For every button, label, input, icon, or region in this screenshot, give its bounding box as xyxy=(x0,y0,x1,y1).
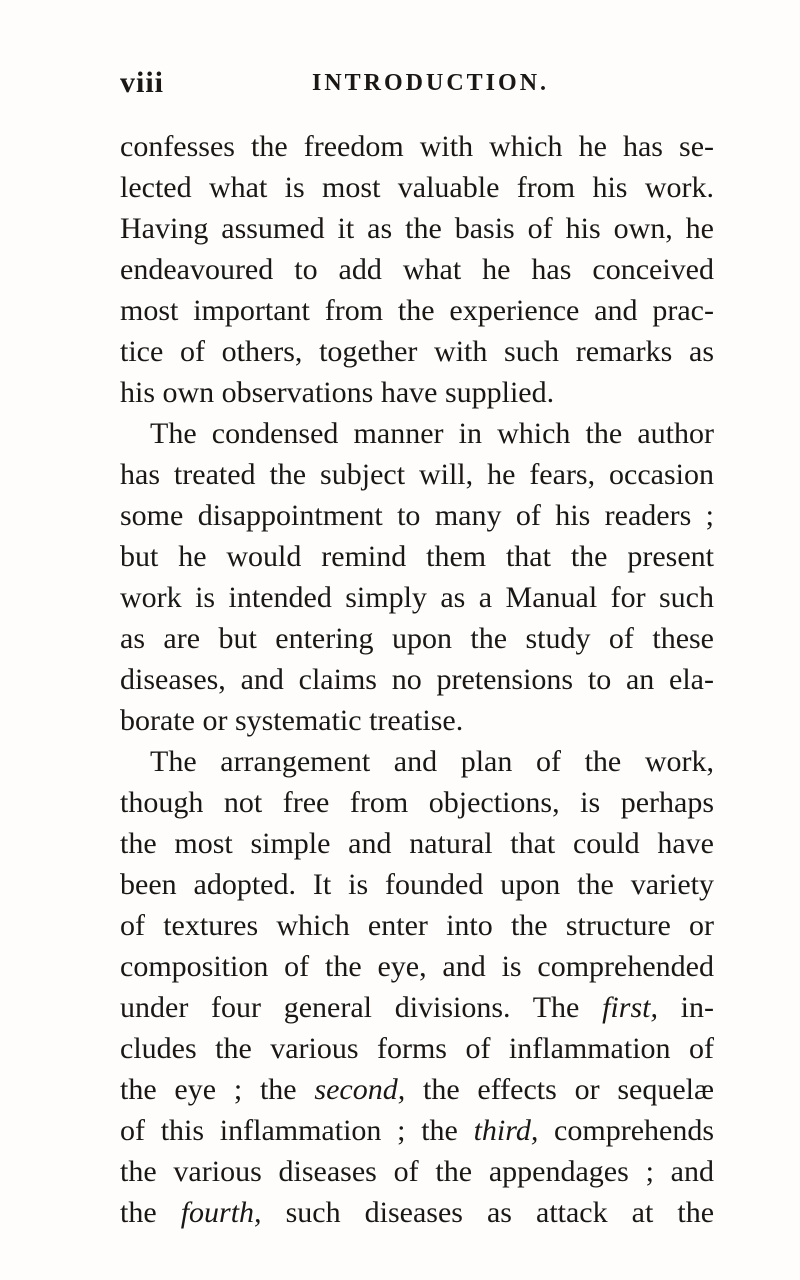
text-line: diseases, and claims no pretensions to an ela- xyxy=(120,663,714,696)
text-segment: under four general divisions. The xyxy=(120,991,603,1024)
text-line xyxy=(120,1110,714,1151)
text-line: confesses the freedom with which he has se- xyxy=(120,130,714,163)
running-title: INTRODUCTION. xyxy=(312,70,550,96)
text-segment: such diseases as attack at the xyxy=(261,1196,715,1229)
body-text xyxy=(120,126,714,1233)
text-line: of textures which enter into the structure or xyxy=(120,909,714,942)
page-number: viii xyxy=(120,66,165,99)
text-line: most important from the experience and prac- xyxy=(120,294,714,327)
running-head xyxy=(120,66,720,106)
text-line: work is intended simply as a Manual for such xyxy=(120,581,714,614)
text-segment: the effects or sequelæ xyxy=(405,1073,714,1106)
text-line: The condensed manner in which the author xyxy=(150,417,714,450)
text-line: some disappointment to many of his readers ; xyxy=(120,499,714,532)
italic-term: first, xyxy=(602,991,658,1024)
text-line: but he would remind them that the present xyxy=(120,540,714,573)
text-segment: the eye ; the xyxy=(120,1073,315,1106)
text-line: the most simple and natural that could have xyxy=(120,827,714,860)
text-line: as are but entering upon the study of these xyxy=(120,622,714,655)
text-line: tice of others, together with such remarks as xyxy=(120,335,714,368)
text-line: his own observations have supplied. xyxy=(120,376,555,409)
text-line xyxy=(120,987,714,1028)
text-segment: of this inflammation ; the xyxy=(120,1114,474,1147)
text-line: The arrangement and plan of the work, xyxy=(150,745,714,778)
text-segment: in- xyxy=(657,991,714,1024)
text-line: Having assumed it as the basis of his own, he xyxy=(120,212,714,245)
text-line: borate or systematic treatise. xyxy=(120,704,464,737)
text-line: endeavoured to add what he has conceived xyxy=(120,253,714,286)
text-line xyxy=(120,1192,714,1233)
italic-term: third, xyxy=(473,1114,539,1147)
text-line: lected what is most valuable from his work. xyxy=(120,171,714,204)
text-line: been adopted. It is founded upon the variety xyxy=(120,868,714,901)
text-segment: the xyxy=(120,1196,181,1229)
italic-term: fourth, xyxy=(180,1196,262,1229)
text-line: has treated the subject will, he fears, occasion xyxy=(120,458,714,491)
italic-term: second, xyxy=(314,1073,406,1106)
text-line xyxy=(120,1069,714,1110)
text-line: the various diseases of the appendages ; and xyxy=(120,1155,714,1188)
text-line: cludes the various forms of inflammation of xyxy=(120,1032,714,1065)
text-line: though not free from objections, is perhaps xyxy=(120,786,714,819)
text-segment: comprehends xyxy=(538,1114,715,1147)
text-line: composition of the eye, and is comprehended xyxy=(120,950,714,983)
